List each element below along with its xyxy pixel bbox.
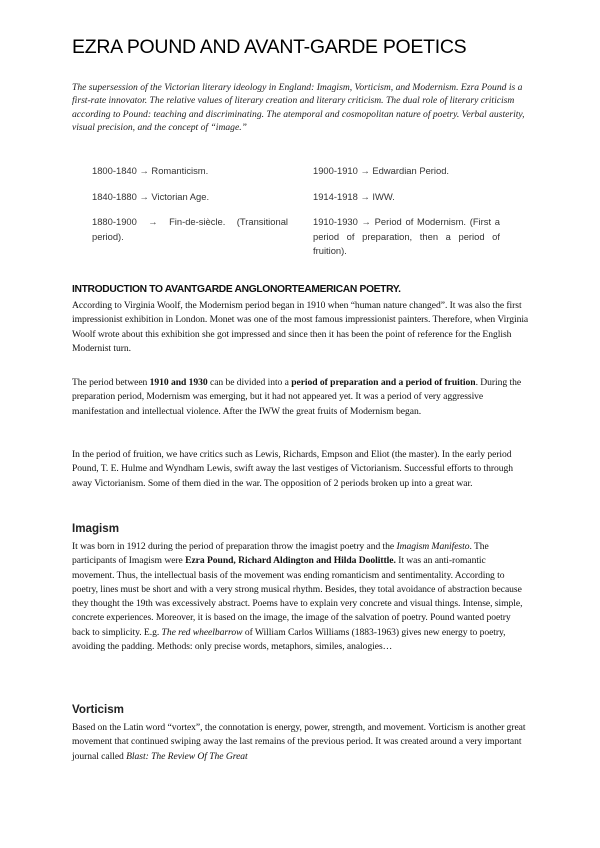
italic-blast: Blast: The Review Of The Great	[126, 750, 248, 762]
section-heading-vorticism: Vorticism	[72, 703, 124, 716]
timeline-iww: 1914-1918 → IWW.	[313, 191, 395, 202]
italic-wheelbarrow: The red wheelbarrow	[161, 626, 243, 638]
document-title: EZRA POUND AND AVANT-GARDE POETICS	[72, 36, 467, 58]
bold-periods: period of preparation and a period of fruition	[291, 377, 476, 388]
timeline-modernism: 1910-1930 → Period of Modernism. (First a period of preparation, then a period of fruition).	[313, 216, 500, 256]
intro-paragraph-1: According to Virginia Woolf, the Modernism period began in 1910 when “human nature changed”. It was also the first impressionist exhibition in London. Monet was one of the most famous impressionist painters. Therefore, when Virginia Woolf wrote about this exhibition she got impressed and since then it has been the point of reference for the English Modernist turn.	[72, 300, 529, 354]
intro-paragraph-2: The period between 1910 and 1930 can be divided into a period of preparation and a period of fruition. During the preparation period, Modernism was emerging, but it had not appeared yet. It was a period of very aggressive manifestation and intellectual violence. After the IWW the great fruits of Modernism began.	[72, 377, 522, 417]
bold-participants: Ezra Pound, Richard Aldington and Hilda Doolittle.	[185, 555, 396, 567]
summary-paragraph: The supersession of the Victorian literary ideology in England: Imagism, Vorticism, and Modernism. Ezra Pound is a first-rate innovator. The relative values of literary creation and literary criticism. The dual role of literary criticism according to Pound: teaching and discriminating. The atemporal and cosmopolitan nature of poetry. Verbal austerity, visual precision, and the concept of “image.”	[72, 82, 525, 134]
bold-years: 1910 and 1930	[149, 377, 208, 388]
timeline-romanticism: 1800-1840 → Romanticism.	[92, 165, 209, 176]
intro-paragraph-3: In the period of fruition, we have critics such as Lewis, Richards, Empson and Eliot (the master). In the early period Pound, T. E. Hulme and Wyndham Lewis, swift away the last vestiges of Victorianism. Successful efforts to through away Victorianism. Some of them died in the war. The opposition of 2 periods broken up into a great war.	[72, 449, 514, 489]
italic-manifesto: Imagism Manifesto	[396, 541, 470, 552]
imagism-paragraph: It was born in 1912 during the period of preparation throw the imagist poetry and the Imagism Manifesto. The participants of Imagism were Ezra Pound, Richard Aldington and Hilda Doolittle. It was an anti-romantic movement. Thus, the intellectual basis of the movement was ending romanticism and sentimentality. According to poetry, lines must be short and with a very strong musical rhythm. Besides, they total avoidance of abstraction because they thought the 19th was excessively abstract. Poems have to explain very concrete and visual things. Intense, simple, concrete experiences. Moreover, it is based on the image, the image of the salvation of poetry. Pound wanted poetry back to simplicity. E.g. The red wheelbarrow of William Carlos Williams (1883-1963) gives new energy to poetry, avoiding the padding. Methods: only precise words, metaphors, similes, analogies…	[72, 541, 523, 653]
timeline-victorian-age: 1840-1880 → Victorian Age.	[92, 191, 210, 202]
timeline-fin-de-siecle: 1880-1900 → Fin-de-siècle. (Transitional period).	[92, 216, 288, 242]
timeline-edwardian-period: 1900-1910 → Edwardian Period.	[313, 165, 450, 176]
vorticism-paragraph: Based on the Latin word “vortex”, the connotation is energy, power, strength, and movement. Vorticism is another great movement that continued swiping away the last remains of the previous period. It was created around a very important journal called Blast: The Review Of The Great	[72, 722, 526, 762]
section-heading-introduction: INTRODUCTION TO AVANTGARDE ANGLONORTEAMERICAN POETRY.	[72, 284, 401, 295]
section-heading-imagism: Imagism	[72, 522, 120, 535]
